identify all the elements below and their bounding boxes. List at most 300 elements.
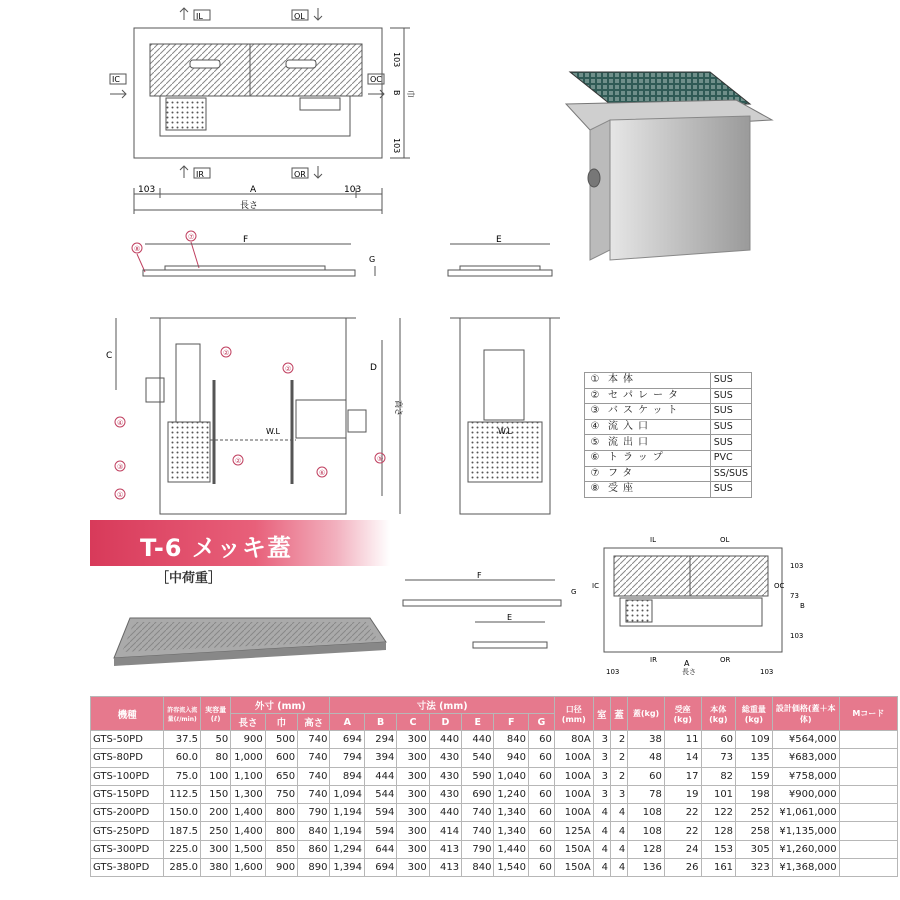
part-material: SS/SUS bbox=[710, 466, 751, 482]
cell-value: 4 bbox=[610, 859, 627, 877]
parts-row bbox=[585, 404, 752, 420]
cell-model: GTS-200PD bbox=[91, 804, 164, 822]
parts-row bbox=[585, 373, 752, 389]
banner-title: T-6 メッキ蓋 bbox=[140, 534, 292, 562]
cell-model: GTS-250PD bbox=[91, 822, 164, 840]
cell-value: 323 bbox=[736, 859, 773, 877]
cell-value: 11 bbox=[664, 731, 701, 749]
cell-value: 860 bbox=[298, 840, 330, 858]
callout-3: ③ bbox=[117, 463, 124, 471]
cell-value: 590 bbox=[462, 767, 494, 785]
spec-table bbox=[90, 696, 898, 877]
cell-value: 1,040 bbox=[494, 767, 529, 785]
th-D: D bbox=[429, 714, 461, 731]
cell-value: 60 bbox=[701, 731, 736, 749]
cell-value: 60 bbox=[528, 859, 554, 877]
dim-A-small: A bbox=[684, 659, 690, 668]
th-outer: 外寸 (mm) bbox=[231, 697, 330, 714]
cell-value: 200 bbox=[201, 804, 231, 822]
cell-value: 644 bbox=[365, 840, 397, 858]
cell-value: 136 bbox=[628, 859, 665, 877]
cell-value: 150A bbox=[554, 859, 593, 877]
cell-value: 75.0 bbox=[164, 767, 201, 785]
cell-value: 594 bbox=[365, 822, 397, 840]
cell-value: 1,300 bbox=[231, 785, 266, 803]
cell-value: 198 bbox=[736, 785, 773, 803]
callout-7: ⑦ bbox=[188, 233, 195, 241]
cell-value: 1,340 bbox=[494, 804, 529, 822]
cell-value: 187.5 bbox=[164, 822, 201, 840]
part-name: 流出口 bbox=[605, 435, 710, 451]
cell-value: 250 bbox=[201, 822, 231, 840]
th-model: 機種 bbox=[91, 697, 164, 731]
cell-value: 430 bbox=[429, 767, 461, 785]
cell-value: 300 bbox=[397, 840, 429, 858]
callout-2a: ② bbox=[223, 349, 230, 357]
part-material: SUS bbox=[710, 373, 751, 389]
cell-value: 300 bbox=[397, 859, 429, 877]
cell-value: ¥900,000 bbox=[772, 785, 839, 803]
cell-value: 790 bbox=[462, 840, 494, 858]
cell-value: 1,194 bbox=[330, 822, 365, 840]
cell-value: 894 bbox=[330, 767, 365, 785]
cell-value: ¥1,061,000 bbox=[772, 804, 839, 822]
parts-row bbox=[585, 419, 752, 435]
part-name: 受座 bbox=[605, 482, 710, 498]
cell-value: 1,294 bbox=[330, 840, 365, 858]
cell-value: 161 bbox=[701, 859, 736, 877]
cell-value: 159 bbox=[736, 767, 773, 785]
cell-value: 430 bbox=[429, 749, 461, 767]
cell-value: 252 bbox=[736, 804, 773, 822]
cell-value: 740 bbox=[298, 731, 330, 749]
cell-value: 112.5 bbox=[164, 785, 201, 803]
callout-2c: ② bbox=[235, 457, 242, 465]
cell-value: 740 bbox=[298, 767, 330, 785]
plan-view-drawing bbox=[100, 0, 420, 220]
th-length: 長さ bbox=[231, 714, 266, 731]
cell-value bbox=[839, 731, 897, 749]
parts-row bbox=[585, 466, 752, 482]
cell-value: 900 bbox=[265, 859, 297, 877]
parts-row bbox=[585, 482, 752, 498]
lid-end-view bbox=[440, 230, 560, 290]
part-name: セパレータ bbox=[605, 388, 710, 404]
th-bore: 口径(mm) bbox=[554, 697, 593, 731]
cell-value: 800 bbox=[265, 822, 297, 840]
cell-value: 3 bbox=[593, 749, 610, 767]
dim-E: E bbox=[496, 235, 502, 245]
label-OR-small: OR bbox=[720, 656, 731, 664]
cell-value: 78 bbox=[628, 785, 665, 803]
label-IR: IR bbox=[196, 170, 204, 179]
dim-F-small: F bbox=[477, 571, 482, 580]
label-IC: IC bbox=[112, 75, 120, 84]
cell-value: 60 bbox=[528, 731, 554, 749]
part-name: フタ bbox=[605, 466, 710, 482]
spec-row bbox=[91, 767, 898, 785]
label-IL-small: IL bbox=[650, 536, 656, 544]
cell-value: 544 bbox=[365, 785, 397, 803]
label-WL-end: W.L bbox=[498, 427, 512, 436]
dim-length-small: 長さ bbox=[682, 668, 696, 676]
th-mcode: Mコード bbox=[839, 697, 897, 731]
part-num: ① bbox=[585, 373, 606, 389]
part-num: ④ bbox=[585, 419, 606, 435]
cell-value: 690 bbox=[462, 785, 494, 803]
callout-6: ⑥ bbox=[319, 469, 326, 477]
cell-value: 694 bbox=[365, 859, 397, 877]
cell-value: 1,500 bbox=[231, 840, 266, 858]
cell-value: 2 bbox=[610, 731, 627, 749]
cell-value: 100A bbox=[554, 749, 593, 767]
dim-F: F bbox=[243, 235, 249, 245]
dim-103-small-right: 103 bbox=[760, 668, 774, 676]
spec-row bbox=[91, 804, 898, 822]
cell-value bbox=[839, 785, 897, 803]
cell-value: 430 bbox=[429, 785, 461, 803]
th-A: A bbox=[330, 714, 365, 731]
cell-value: 3 bbox=[593, 785, 610, 803]
part-name: 本体 bbox=[605, 373, 710, 389]
cell-value: 150A bbox=[554, 840, 593, 858]
dim-width: 巾 bbox=[406, 90, 415, 98]
cell-value: 1,240 bbox=[494, 785, 529, 803]
part-name: バスケット bbox=[605, 404, 710, 420]
cell-value: 3 bbox=[593, 767, 610, 785]
cell-value: 4 bbox=[610, 840, 627, 858]
section-end-view bbox=[440, 300, 570, 520]
cell-value: 600 bbox=[265, 749, 297, 767]
cell-value: ¥1,135,000 bbox=[772, 822, 839, 840]
spec-row bbox=[91, 859, 898, 877]
th-B: B bbox=[365, 714, 397, 731]
cell-value: 650 bbox=[265, 767, 297, 785]
cell-value: 258 bbox=[736, 822, 773, 840]
cell-model: GTS-300PD bbox=[91, 840, 164, 858]
cell-value: 225.0 bbox=[164, 840, 201, 858]
th-C: C bbox=[397, 714, 429, 731]
part-material: SUS bbox=[710, 435, 751, 451]
cell-value: 300 bbox=[397, 767, 429, 785]
cell-value: 37.5 bbox=[164, 731, 201, 749]
th-price: 設計価格(蓋＋本体) bbox=[772, 697, 839, 731]
dim-D: D bbox=[370, 363, 377, 373]
part-name: トラップ bbox=[605, 450, 710, 466]
parts-table bbox=[584, 372, 752, 498]
cell-value: 1,440 bbox=[494, 840, 529, 858]
part-num: ⑤ bbox=[585, 435, 606, 451]
cell-value: 285.0 bbox=[164, 859, 201, 877]
cell-value: ¥683,000 bbox=[772, 749, 839, 767]
cell-value: 122 bbox=[701, 804, 736, 822]
cell-value: 890 bbox=[298, 859, 330, 877]
label-OL-small: OL bbox=[720, 536, 730, 544]
part-material: SUS bbox=[710, 482, 751, 498]
cell-value: 108 bbox=[628, 822, 665, 840]
dim-103-right: 103 bbox=[344, 185, 362, 195]
parts-row bbox=[585, 450, 752, 466]
th-height: 高さ bbox=[298, 714, 330, 731]
cell-value: 300 bbox=[397, 804, 429, 822]
label-IC-small: IC bbox=[592, 582, 599, 590]
cell-value: 440 bbox=[429, 804, 461, 822]
product-photo bbox=[560, 60, 780, 280]
spec-row bbox=[91, 785, 898, 803]
th-seat-kg: 受座(kg) bbox=[664, 697, 701, 731]
th-capacity: 実容量(ℓ) bbox=[201, 697, 231, 731]
cell-value: 740 bbox=[462, 822, 494, 840]
cell-value: 1,400 bbox=[231, 822, 266, 840]
part-num: ③ bbox=[585, 404, 606, 420]
lid-side-view bbox=[125, 228, 405, 298]
cell-value: 22 bbox=[664, 804, 701, 822]
th-F: F bbox=[494, 714, 529, 731]
cell-value: ¥1,368,000 bbox=[772, 859, 839, 877]
dim-103-left: 103 bbox=[138, 185, 156, 195]
part-material: SUS bbox=[710, 419, 751, 435]
cell-value: 100A bbox=[554, 804, 593, 822]
dim-G-small: G bbox=[571, 588, 577, 596]
cell-model: GTS-100PD bbox=[91, 767, 164, 785]
cell-value: 150.0 bbox=[164, 804, 201, 822]
th-body-kg: 本体(kg) bbox=[701, 697, 736, 731]
cell-value: 50 bbox=[201, 731, 231, 749]
cell-value: 740 bbox=[298, 785, 330, 803]
cell-value: 60.0 bbox=[164, 749, 201, 767]
th-chamber: 室 bbox=[593, 697, 610, 731]
cell-value: 19 bbox=[664, 785, 701, 803]
cell-value: 101 bbox=[701, 785, 736, 803]
part-material: PVC bbox=[710, 450, 751, 466]
part-num: ⑥ bbox=[585, 450, 606, 466]
cell-value: 60 bbox=[528, 804, 554, 822]
th-flow: 許容流入流量(ℓ/min) bbox=[164, 697, 201, 731]
callout-2b: ② bbox=[285, 365, 292, 373]
cell-value: 2 bbox=[610, 749, 627, 767]
dim-height: 高さ bbox=[394, 400, 403, 416]
cell-model: GTS-380PD bbox=[91, 859, 164, 877]
cell-value: 4 bbox=[593, 822, 610, 840]
cell-value: 840 bbox=[494, 731, 529, 749]
cell-value: 80 bbox=[201, 749, 231, 767]
dim-C: C bbox=[106, 351, 113, 361]
cell-value: 394 bbox=[365, 749, 397, 767]
cell-value: 17 bbox=[664, 767, 701, 785]
dim-A: A bbox=[250, 185, 257, 195]
cell-value: 1,000 bbox=[231, 749, 266, 767]
lid-photo bbox=[100, 600, 390, 670]
label-WL: W.L bbox=[266, 427, 280, 436]
part-num: ② bbox=[585, 388, 606, 404]
label-OL: OL bbox=[294, 12, 305, 21]
dim-103-small-bottom: 103 bbox=[790, 632, 804, 640]
cell-value: 128 bbox=[701, 822, 736, 840]
cell-value bbox=[839, 840, 897, 858]
part-num: ⑧ bbox=[585, 482, 606, 498]
cell-value: 940 bbox=[494, 749, 529, 767]
cell-value: 4 bbox=[593, 804, 610, 822]
cell-value: 594 bbox=[365, 804, 397, 822]
cell-value: ¥758,000 bbox=[772, 767, 839, 785]
th-lid-kg: 蓋(kg) bbox=[628, 697, 665, 731]
cell-value: 48 bbox=[628, 749, 665, 767]
cell-value: 794 bbox=[330, 749, 365, 767]
cell-value: 1,094 bbox=[330, 785, 365, 803]
dim-103-top: 103 bbox=[392, 52, 401, 68]
cell-value: 300 bbox=[397, 785, 429, 803]
cell-value: 440 bbox=[429, 731, 461, 749]
cell-value: 22 bbox=[664, 822, 701, 840]
th-E: E bbox=[462, 714, 494, 731]
cell-value: 850 bbox=[265, 840, 297, 858]
cell-value: 380 bbox=[201, 859, 231, 877]
cell-value: 440 bbox=[462, 731, 494, 749]
dim-G: G bbox=[369, 255, 376, 264]
cell-value bbox=[839, 804, 897, 822]
cell-value: 60 bbox=[628, 767, 665, 785]
cell-value: 300 bbox=[397, 749, 429, 767]
cell-value: 128 bbox=[628, 840, 665, 858]
cell-value: 900 bbox=[231, 731, 266, 749]
th-lid-count: 蓋 bbox=[610, 697, 627, 731]
cell-value: ¥564,000 bbox=[772, 731, 839, 749]
cell-value: 14 bbox=[664, 749, 701, 767]
cell-value: 800 bbox=[265, 804, 297, 822]
cell-value: 413 bbox=[429, 840, 461, 858]
cell-value: 790 bbox=[298, 804, 330, 822]
cell-value: 1,394 bbox=[330, 859, 365, 877]
cell-value: 4 bbox=[593, 840, 610, 858]
dim-103-bottom: 103 bbox=[392, 138, 401, 154]
spec-row bbox=[91, 731, 898, 749]
cell-value: 125A bbox=[554, 822, 593, 840]
th-dims: 寸法 (mm) bbox=[330, 697, 554, 714]
part-material: SUS bbox=[710, 388, 751, 404]
label-OC: OC bbox=[370, 75, 382, 84]
dim-73-small: 73 bbox=[790, 592, 799, 600]
cell-value: 840 bbox=[298, 822, 330, 840]
label-OC-small: OC bbox=[774, 582, 785, 590]
cell-value: 300 bbox=[397, 822, 429, 840]
cell-model: GTS-150PD bbox=[91, 785, 164, 803]
dim-103-small-top: 103 bbox=[790, 562, 804, 570]
label-IR-small: IR bbox=[650, 656, 657, 664]
cell-value: 1,540 bbox=[494, 859, 529, 877]
cell-value: 82 bbox=[701, 767, 736, 785]
section-view bbox=[100, 300, 420, 520]
dim-E-small: E bbox=[507, 613, 513, 622]
cell-value: 2 bbox=[610, 767, 627, 785]
cell-value: 60 bbox=[528, 840, 554, 858]
cell-value: 1,194 bbox=[330, 804, 365, 822]
cell-value: 740 bbox=[462, 804, 494, 822]
cell-value: 540 bbox=[462, 749, 494, 767]
cell-value: 444 bbox=[365, 767, 397, 785]
dim-103-small-left: 103 bbox=[606, 668, 620, 676]
dim-length: 長さ bbox=[240, 201, 259, 211]
cell-value: 60 bbox=[528, 749, 554, 767]
cell-value: 100A bbox=[554, 785, 593, 803]
cell-value bbox=[839, 859, 897, 877]
cell-value: 305 bbox=[736, 840, 773, 858]
plan-view-small bbox=[590, 528, 810, 678]
dim-B-small: B bbox=[800, 602, 805, 610]
cell-value: 300 bbox=[201, 840, 231, 858]
cell-value: 108 bbox=[628, 804, 665, 822]
cell-value: 3 bbox=[593, 731, 610, 749]
cell-value: 740 bbox=[298, 749, 330, 767]
cell-value: ¥1,260,000 bbox=[772, 840, 839, 858]
th-G: G bbox=[528, 714, 554, 731]
cell-value: 80A bbox=[554, 731, 593, 749]
cell-value: 100 bbox=[201, 767, 231, 785]
cell-value: 500 bbox=[265, 731, 297, 749]
cell-value: 38 bbox=[628, 731, 665, 749]
cell-value: 750 bbox=[265, 785, 297, 803]
callout-8: ⑧ bbox=[134, 245, 141, 253]
cell-value: 109 bbox=[736, 731, 773, 749]
part-name: 流入口 bbox=[605, 419, 710, 435]
cell-value: 100A bbox=[554, 767, 593, 785]
cell-value: 413 bbox=[429, 859, 461, 877]
cell-value: 150 bbox=[201, 785, 231, 803]
cell-value: 1,100 bbox=[231, 767, 266, 785]
cell-value: 3 bbox=[610, 785, 627, 803]
cell-value: 60 bbox=[528, 767, 554, 785]
lid-side-view-small bbox=[395, 570, 595, 660]
parts-row bbox=[585, 435, 752, 451]
spec-row bbox=[91, 822, 898, 840]
callout-1: ① bbox=[117, 491, 124, 499]
part-material: SUS bbox=[710, 404, 751, 420]
cell-value: 4 bbox=[610, 804, 627, 822]
cell-value: 300 bbox=[397, 731, 429, 749]
label-IL: IL bbox=[196, 12, 203, 21]
part-num: ⑦ bbox=[585, 466, 606, 482]
cell-value bbox=[839, 822, 897, 840]
cell-value: 694 bbox=[330, 731, 365, 749]
cell-value bbox=[839, 749, 897, 767]
spec-row bbox=[91, 840, 898, 858]
parts-row bbox=[585, 388, 752, 404]
callout-5: ⑤ bbox=[377, 455, 384, 463]
label-OR: OR bbox=[294, 170, 306, 179]
cell-value: 24 bbox=[664, 840, 701, 858]
cell-model: GTS-50PD bbox=[91, 731, 164, 749]
cell-value: 73 bbox=[701, 749, 736, 767]
cell-value: 840 bbox=[462, 859, 494, 877]
th-width: 巾 bbox=[265, 714, 297, 731]
cell-value: 294 bbox=[365, 731, 397, 749]
cell-value: 4 bbox=[610, 822, 627, 840]
cell-value: 135 bbox=[736, 749, 773, 767]
cell-value: 153 bbox=[701, 840, 736, 858]
spec-row bbox=[91, 749, 898, 767]
cell-value bbox=[839, 767, 897, 785]
cell-value: 414 bbox=[429, 822, 461, 840]
cell-value: 1,600 bbox=[231, 859, 266, 877]
cell-value: 26 bbox=[664, 859, 701, 877]
cell-value: 60 bbox=[528, 785, 554, 803]
cell-value: 1,400 bbox=[231, 804, 266, 822]
callout-4: ④ bbox=[117, 419, 124, 427]
cell-model: GTS-80PD bbox=[91, 749, 164, 767]
banner-subtitle: ［中荷重］ bbox=[156, 571, 222, 586]
cell-value: 60 bbox=[528, 822, 554, 840]
cell-value: 4 bbox=[593, 859, 610, 877]
dim-B: B bbox=[392, 90, 401, 96]
